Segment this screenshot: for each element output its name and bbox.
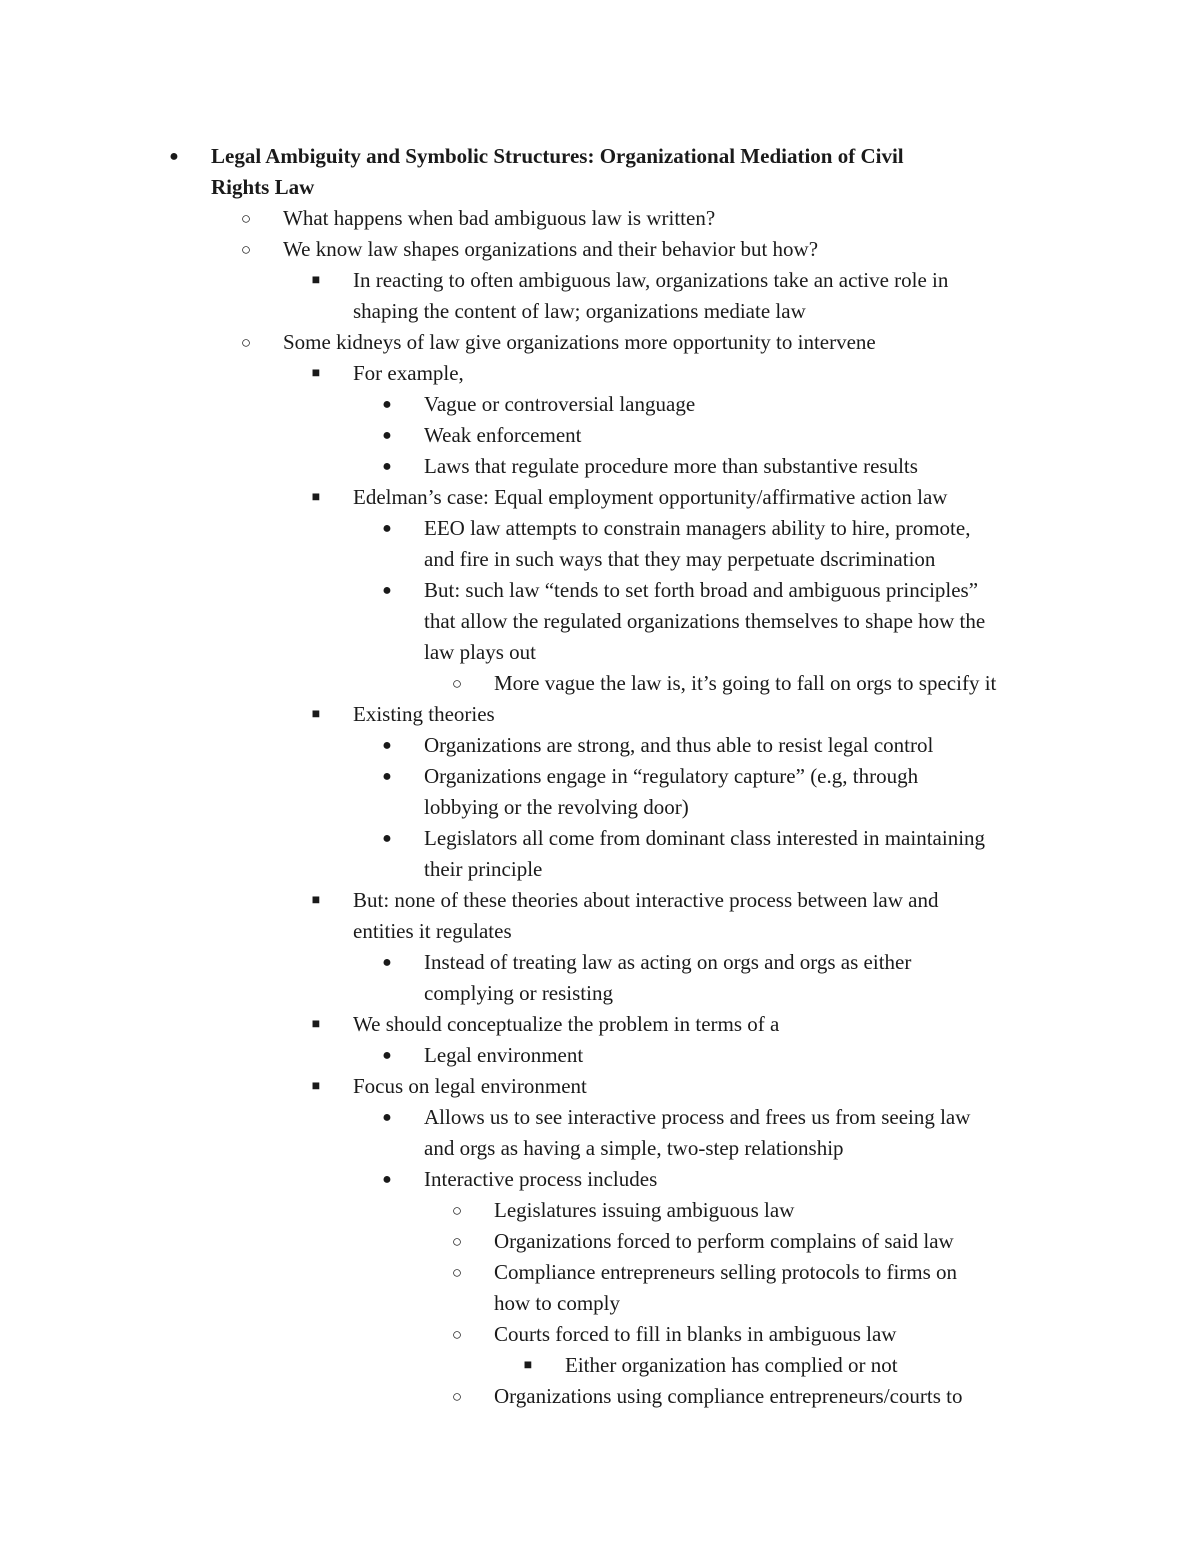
list-item (0, 451, 1200, 482)
list-item (0, 1195, 1200, 1226)
list-item (0, 513, 1200, 544)
list-item-text: their principle (424, 857, 543, 881)
bullet-disc-icon: ● (382, 520, 392, 537)
bullet-square-icon: ■ (311, 1079, 321, 1094)
bullet-square-icon: ■ (523, 1358, 533, 1373)
bullet-disc-icon: ● (382, 768, 392, 785)
list-item-text: In reacting to often ambiguous law, organizations take an active role in (353, 268, 949, 292)
list-item (0, 1164, 1200, 1195)
bullet-disc-icon: ● (169, 148, 179, 165)
list-item (0, 482, 1200, 513)
list-item-text: shaping the content of law; organizations mediate law (353, 299, 806, 323)
list-item-text: Compliance entrepreneurs selling protocols to firms on (494, 1260, 958, 1284)
list-item-continuation (0, 172, 1200, 203)
list-item-text: complying or resisting (424, 981, 613, 1005)
bullet-disc-icon: ● (382, 954, 392, 971)
list-item (0, 1257, 1200, 1288)
list-item-text: But: such law “tends to set forth broad and ambiguous principles” (424, 578, 979, 602)
bullet-disc-icon: ● (382, 1171, 392, 1188)
bullet-square-icon: ■ (311, 273, 321, 288)
list-item-text: Existing theories (353, 702, 495, 726)
list-item-text: Weak enforcement (424, 423, 582, 447)
list-item (0, 203, 1200, 234)
list-item (0, 668, 1200, 699)
list-item-text: Organizations engage in “regulatory capture” (e.g, through (424, 764, 919, 788)
list-item-text: Legislators all come from dominant class interested in maintaining (424, 826, 986, 850)
bullet-disc-icon: ● (382, 582, 392, 599)
list-item-text: We should conceptualize the problem in terms of a (353, 1012, 780, 1036)
list-item-text: Organizations using compliance entrepreneurs/courts to (494, 1384, 963, 1408)
list-item-continuation (0, 637, 1200, 668)
bullet-circle-icon: ○ (240, 333, 252, 352)
list-item-text: lobbying or the revolving door) (424, 795, 689, 819)
list-item-continuation (0, 606, 1200, 637)
bullet-square-icon: ■ (311, 1017, 321, 1032)
list-item-text: But: none of these theories about interactive process between law and (353, 888, 939, 912)
list-item-continuation (0, 544, 1200, 575)
bullet-circle-icon: ○ (451, 674, 463, 693)
list-item-text: Allows us to see interactive process and frees us from seeing law (424, 1105, 971, 1129)
list-item-text: and orgs as having a simple, two-step relationship (424, 1136, 844, 1160)
bullet-disc-icon: ● (382, 1047, 392, 1064)
list-item (0, 730, 1200, 761)
list-item (0, 1009, 1200, 1040)
bullet-disc-icon: ● (382, 737, 392, 754)
list-item-continuation (0, 978, 1200, 1009)
bullet-disc-icon: ● (382, 1109, 392, 1126)
list-item-continuation (0, 1133, 1200, 1164)
list-item (0, 389, 1200, 420)
list-item (0, 1350, 1200, 1381)
list-item-text: entities it regulates (353, 919, 512, 943)
list-item-text: that allow the regulated organizations themselves to shape how the (424, 609, 986, 633)
list-item (0, 265, 1200, 296)
list-item (0, 358, 1200, 389)
bullet-square-icon: ■ (311, 490, 321, 505)
list-item (0, 1226, 1200, 1257)
list-item-continuation (0, 916, 1200, 947)
list-item-text: and fire in such ways that they may perpetuate dscrimination (424, 547, 936, 571)
heading-text: Legal Ambiguity and Symbolic Structures: Organizational Mediation of Civil (211, 144, 904, 168)
list-item-text: Vague or controversial language (424, 392, 696, 416)
list-item-text: We know law shapes organizations and their behavior but how? (283, 237, 819, 261)
list-item (0, 947, 1200, 978)
list-item-text: For example, (353, 361, 464, 385)
list-item (0, 1102, 1200, 1133)
list-item-text: Interactive process includes (424, 1167, 658, 1191)
list-item (0, 1040, 1200, 1071)
list-item-text: Laws that regulate procedure more than substantive results (424, 454, 918, 478)
bullet-circle-icon: ○ (451, 1263, 463, 1282)
bullet-disc-icon: ● (382, 458, 392, 475)
list-item (0, 1381, 1200, 1412)
list-item (0, 141, 1200, 172)
list-item (0, 1071, 1200, 1102)
bullet-circle-icon: ○ (451, 1201, 463, 1220)
list-item (0, 234, 1200, 265)
list-item-text: Edelman’s case: Equal employment opportunity/affirmative action law (353, 485, 948, 509)
list-item-continuation (0, 1288, 1200, 1319)
list-item-text: law plays out (424, 640, 536, 664)
list-item-text: Organizations are strong, and thus able to resist legal control (424, 733, 934, 757)
bullet-disc-icon: ● (382, 830, 392, 847)
bullet-square-icon: ■ (311, 893, 321, 908)
bullet-circle-icon: ○ (451, 1232, 463, 1251)
list-item-continuation (0, 792, 1200, 823)
list-item (0, 823, 1200, 854)
bullet-circle-icon: ○ (240, 240, 252, 259)
bullet-disc-icon: ● (382, 427, 392, 444)
list-item (0, 327, 1200, 358)
list-item (0, 761, 1200, 792)
list-item (0, 1319, 1200, 1350)
list-item-text: Focus on legal environment (353, 1074, 587, 1098)
list-item-text: Some kidneys of law give organizations more opportunity to intervene (283, 330, 876, 354)
bullet-square-icon: ■ (311, 707, 321, 722)
list-item-text: Courts forced to fill in blanks in ambiguous law (494, 1322, 897, 1346)
list-item-text: Legislatures issuing ambiguous law (494, 1198, 795, 1222)
bullet-circle-icon: ○ (451, 1325, 463, 1344)
heading-text: Rights Law (211, 175, 315, 199)
list-item-continuation (0, 854, 1200, 885)
list-item-text: What happens when bad ambiguous law is written? (283, 206, 716, 230)
bullet-circle-icon: ○ (240, 209, 252, 228)
bullet-square-icon: ■ (311, 366, 321, 381)
list-item-text: Legal environment (424, 1043, 584, 1067)
list-item-text: EEO law attempts to constrain managers ability to hire, promote, (424, 516, 971, 540)
list-item (0, 699, 1200, 730)
list-item (0, 885, 1200, 916)
list-item-text: Instead of treating law as acting on orgs and orgs as either (424, 950, 912, 974)
bullet-disc-icon: ● (382, 396, 392, 413)
list-item-text: Organizations forced to perform complains of said law (494, 1229, 954, 1253)
list-item-continuation (0, 296, 1200, 327)
list-item (0, 575, 1200, 606)
list-item-text: how to comply (494, 1291, 620, 1315)
list-item-text: More vague the law is, it’s going to fall on orgs to specify it (494, 671, 997, 695)
bullet-circle-icon: ○ (451, 1387, 463, 1406)
list-item-text: Either organization has complied or not (565, 1353, 898, 1377)
list-item (0, 420, 1200, 451)
